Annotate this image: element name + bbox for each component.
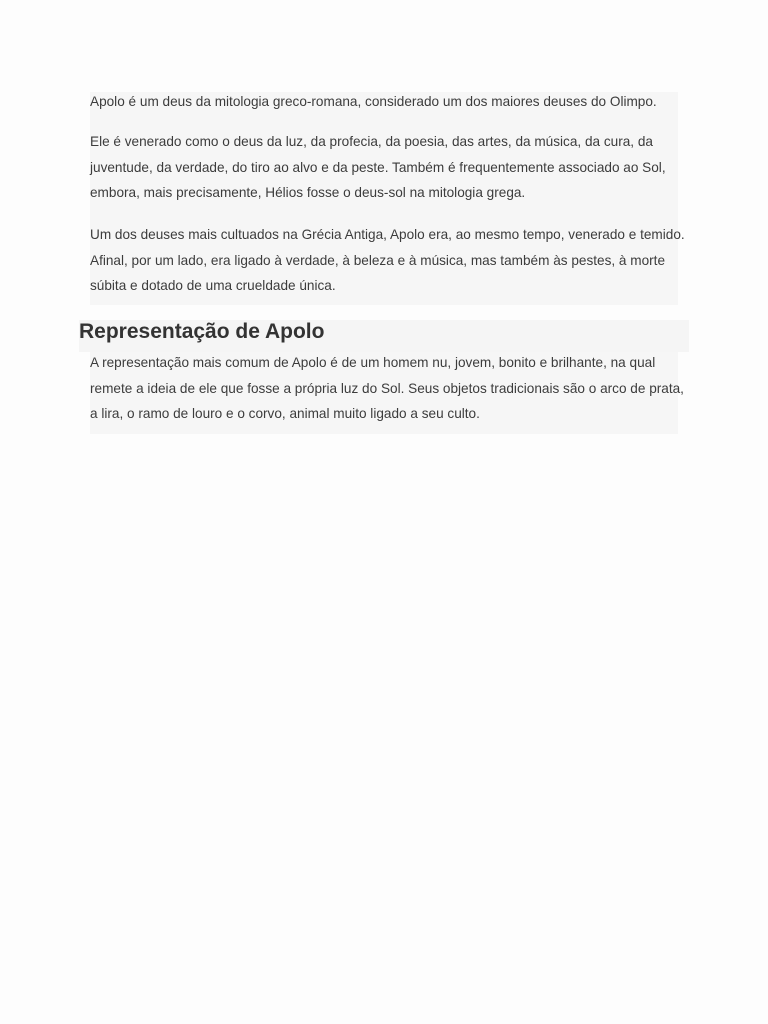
intro-paragraph: Apolo é um deus da mitologia greco-romana, considerado um dos maiores deuses do Olimpo. bbox=[90, 94, 657, 109]
attributes-paragraph: Ele é venerado como o deus da luz, da profecia, da poesia, das artes, da música, da cura, da juventude, da verdade, do tiro ao alvo e da peste. Também é frequentemente associado ao Sol, embora, mais precisamente, Hélios fosse o deus-sol na mitologia grega. bbox=[90, 134, 666, 201]
section-title: Representação de Apolo bbox=[79, 320, 325, 343]
worship-paragraph: Um dos deuses mais cultuados na Grécia Antiga, Apolo era, ao mesmo tempo, venerado e temido. Afinal, por um lado, era ligado à verdade, à beleza e à música, mas também às pestes, à morte súbita e dotado de uma crueldade única. bbox=[90, 227, 685, 294]
representation-paragraph: A representação mais comum de Apolo é de um homem nu, jovem, bonito e brilhante, na qual remete a ideia de ele que fosse a própria luz do Sol. Seus objetos tradicionais são o arco de prata, a lira, o ramo de louro e o corvo, animal muito ligado a seu culto. bbox=[90, 355, 684, 422]
